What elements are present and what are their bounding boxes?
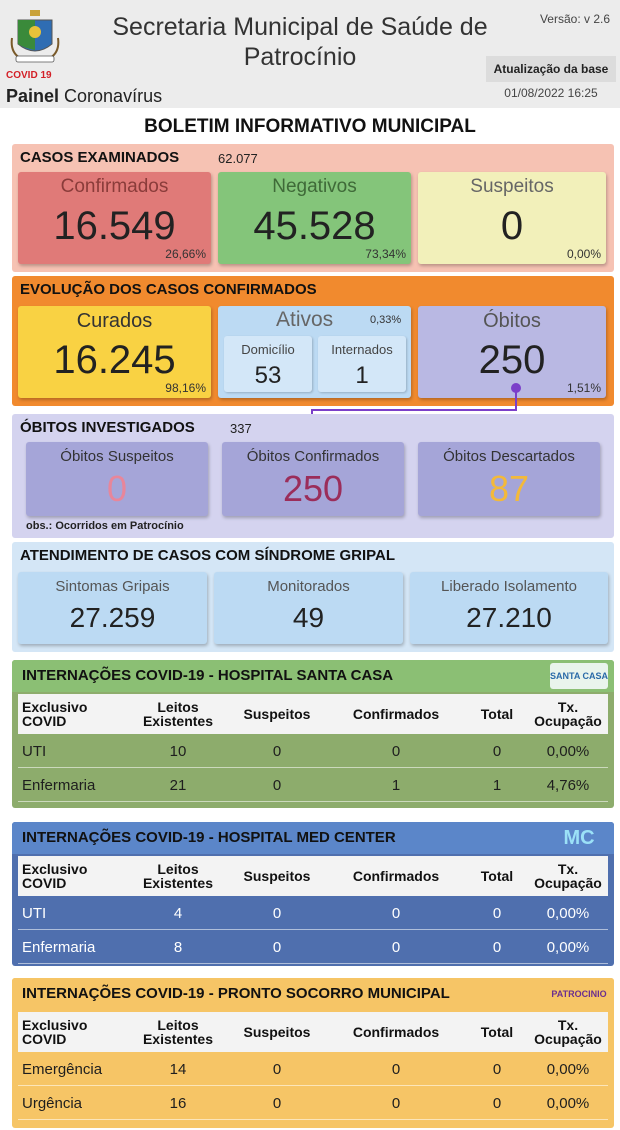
card-value: 45.528 xyxy=(253,204,376,248)
santa-casa-logo-icon xyxy=(550,663,608,689)
table-title: INTERNAÇÕES COVID-19 - PRONTO SOCORRO MUNICIPAL xyxy=(22,985,450,1002)
domicilio-box xyxy=(224,336,312,392)
casos-examinados-section xyxy=(12,144,614,272)
card-label: Monitorados xyxy=(267,578,350,595)
update-label: Atualização da base xyxy=(486,56,616,82)
column-header: Exclusivo COVID xyxy=(22,1017,88,1047)
card-label: Negativos xyxy=(272,176,357,197)
card-label: Ativos xyxy=(276,308,334,331)
update-value: 01/08/2022 16:25 xyxy=(504,86,598,100)
section-title: CASOS EXAMINADOS xyxy=(20,149,180,166)
table-column-headers xyxy=(18,694,608,734)
column-header: Suspeitos xyxy=(243,868,311,884)
table-cell: 0,00% xyxy=(546,939,590,956)
card-label: Óbitos Descartados xyxy=(443,448,575,465)
table-cell: 0 xyxy=(272,777,282,794)
column-header: Total xyxy=(480,706,514,722)
obitos-total: 337 xyxy=(230,421,252,436)
table-cell: 14 xyxy=(169,1061,187,1078)
column-header: Leitos Existentes xyxy=(142,861,214,891)
table-row xyxy=(18,1088,608,1120)
obitos-investigados-section xyxy=(12,414,614,538)
monitorados-card[interactable] xyxy=(214,572,403,644)
confirmados-card[interactable] xyxy=(18,172,211,264)
internacoes-pronto-socorro-section xyxy=(12,978,614,1128)
card-pct: 98,16% xyxy=(165,381,206,395)
table-cell: Urgência xyxy=(22,1095,83,1112)
section-title: EVOLUÇÃO DOS CASOS CONFIRMADOS xyxy=(20,281,317,298)
card-value: 27.259 xyxy=(69,602,156,633)
table-row xyxy=(18,736,608,768)
section-title: ATENDIMENTO DE CASOS COM SÍNDROME GRIPAL xyxy=(20,547,396,564)
logo-text: PATROCINIO xyxy=(551,989,607,999)
logo-text: MC xyxy=(563,826,595,849)
table-cell: 0 xyxy=(272,939,282,956)
column-header: Tx. Ocupação xyxy=(534,861,602,891)
obitos-descartados-card[interactable] xyxy=(418,442,600,516)
table-cell: 16 xyxy=(169,1095,187,1112)
card-label: Óbitos xyxy=(483,310,541,332)
card-value: 87 xyxy=(488,468,530,509)
card-pct: 73,34% xyxy=(365,247,406,261)
table-cell: 0 xyxy=(492,1061,502,1078)
table-cell: 0,00% xyxy=(546,1061,590,1078)
curados-card[interactable] xyxy=(18,306,211,398)
table-cell: 0,00% xyxy=(546,1095,590,1112)
card-label: Sintomas Gripais xyxy=(55,578,170,595)
table-cell: 0 xyxy=(272,743,282,760)
obitos-confirmados-card[interactable] xyxy=(222,442,404,516)
table-cell: 0 xyxy=(272,1061,282,1078)
pronto-socorro-logo-icon xyxy=(550,981,608,1007)
table-cell: 10 xyxy=(169,743,187,760)
internacoes-med-center-section xyxy=(12,822,614,966)
suspeitos-card[interactable] xyxy=(418,172,606,264)
card-value: 16.549 xyxy=(53,204,176,248)
page-title: Secretaria Municipal de Saúde de Patrocínio xyxy=(112,13,488,71)
table-cell: 1 xyxy=(492,777,502,794)
negativos-card[interactable] xyxy=(218,172,411,264)
column-header: Confirmados xyxy=(352,1024,440,1040)
table-cell: 0 xyxy=(492,939,502,956)
table-cell: 0 xyxy=(391,939,401,956)
sintomas-gripais-card[interactable] xyxy=(18,572,207,644)
ativos-pct: 0,33% xyxy=(370,314,402,326)
table-cell: 21 xyxy=(169,777,187,794)
column-header: Tx. Ocupação xyxy=(534,699,602,729)
column-header: Total xyxy=(480,1024,514,1040)
covid-tag: COVID 19 xyxy=(6,70,52,81)
table-row xyxy=(18,898,608,930)
table-cell: 8 xyxy=(173,939,183,956)
table-cell: Enfermaria xyxy=(22,777,96,794)
table-cell: UTI xyxy=(22,905,47,922)
table-cell: 0,00% xyxy=(546,743,590,760)
table-row xyxy=(18,770,608,802)
table-cell: 0 xyxy=(391,1061,401,1078)
card-label: Curados xyxy=(76,310,153,332)
casos-total: 62.077 xyxy=(218,151,258,166)
city-crest-icon xyxy=(10,8,60,68)
column-header: Leitos Existentes xyxy=(142,1017,214,1047)
column-header: Exclusivo COVID xyxy=(22,861,88,891)
column-header: Confirmados xyxy=(352,868,440,884)
table-row xyxy=(18,932,608,964)
card-label: Óbitos Suspeitos xyxy=(60,448,174,465)
internados-value: 1 xyxy=(355,362,369,389)
table-cell: 0 xyxy=(391,1095,401,1112)
column-header: Suspeitos xyxy=(243,706,311,722)
column-header: Confirmados xyxy=(352,706,440,722)
table-cell: 0 xyxy=(272,1095,282,1112)
table-cell: 0 xyxy=(391,743,401,760)
table-cell: 4,76% xyxy=(546,777,590,794)
table-cell: 0 xyxy=(492,743,502,760)
table-cell: 0 xyxy=(272,905,282,922)
table-cell: 0 xyxy=(391,905,401,922)
card-label: Confirmados xyxy=(60,176,169,197)
column-header: Tx. Ocupação xyxy=(534,1017,602,1047)
table-cell: 0 xyxy=(492,1095,502,1112)
section-title: ÓBITOS INVESTIGADOS xyxy=(20,419,195,436)
table-cell: Emergência xyxy=(22,1061,103,1078)
table-header-bar xyxy=(12,822,614,854)
table-cell: 1 xyxy=(391,777,401,794)
card-value: 250 xyxy=(282,468,344,509)
version-label: Versão: v 2.6 xyxy=(539,12,610,26)
card-value: 49 xyxy=(292,602,325,633)
card-pct: 0,00% xyxy=(566,247,601,261)
domicilio-label: Domicílio xyxy=(241,342,295,357)
liberado-isolamento-card[interactable] xyxy=(410,572,608,644)
table-cell: UTI xyxy=(22,743,47,760)
card-label: Suspeitos xyxy=(470,176,554,197)
header xyxy=(0,0,620,108)
column-header: Total xyxy=(480,868,514,884)
obitos-suspeitos-card[interactable] xyxy=(26,442,208,516)
table-cell: 0 xyxy=(492,905,502,922)
logo-text: SANTA CASA xyxy=(550,671,608,681)
bulletin-title: BOLETIM INFORMATIVO MUNICIPAL xyxy=(144,116,476,137)
painel-title: Painel Coronavírus xyxy=(6,86,163,106)
card-pct: 26,66% xyxy=(165,247,206,261)
table-title: INTERNAÇÕES COVID-19 - HOSPITAL MED CENTER xyxy=(22,829,396,846)
card-value: 250 xyxy=(478,338,546,382)
column-header: Exclusivo COVID xyxy=(22,699,88,729)
internados-label: Internados xyxy=(331,342,393,357)
column-header: Leitos Existentes xyxy=(142,699,214,729)
table-cell: Enfermaria xyxy=(22,939,96,956)
table-header-bar xyxy=(12,660,614,692)
card-value: 27.210 xyxy=(466,602,552,633)
table-column-headers xyxy=(18,1012,608,1052)
table-column-headers xyxy=(18,856,608,896)
table-cell: 4 xyxy=(173,905,183,922)
card-pct: 1,51% xyxy=(566,381,601,395)
internacoes-santa-casa-section xyxy=(12,660,614,808)
card-value: 0 xyxy=(500,204,524,248)
card-value: 16.245 xyxy=(53,338,176,382)
atendimento-section xyxy=(12,542,614,652)
card-label: Óbitos Confirmados xyxy=(246,448,380,465)
obs-note: obs.: Ocorridos em Patrocínio xyxy=(26,520,184,532)
table-title: INTERNAÇÕES COVID-19 - HOSPITAL SANTA CASA xyxy=(22,667,394,684)
med-center-logo-icon xyxy=(550,825,608,851)
table-row xyxy=(18,1054,608,1086)
column-header: Suspeitos xyxy=(243,1024,311,1040)
table-cell: 0,00% xyxy=(546,905,590,922)
table-header-bar xyxy=(12,978,614,1010)
card-label: Liberado Isolamento xyxy=(441,578,577,595)
domicilio-value: 53 xyxy=(254,362,282,389)
card-value: 0 xyxy=(106,468,128,509)
